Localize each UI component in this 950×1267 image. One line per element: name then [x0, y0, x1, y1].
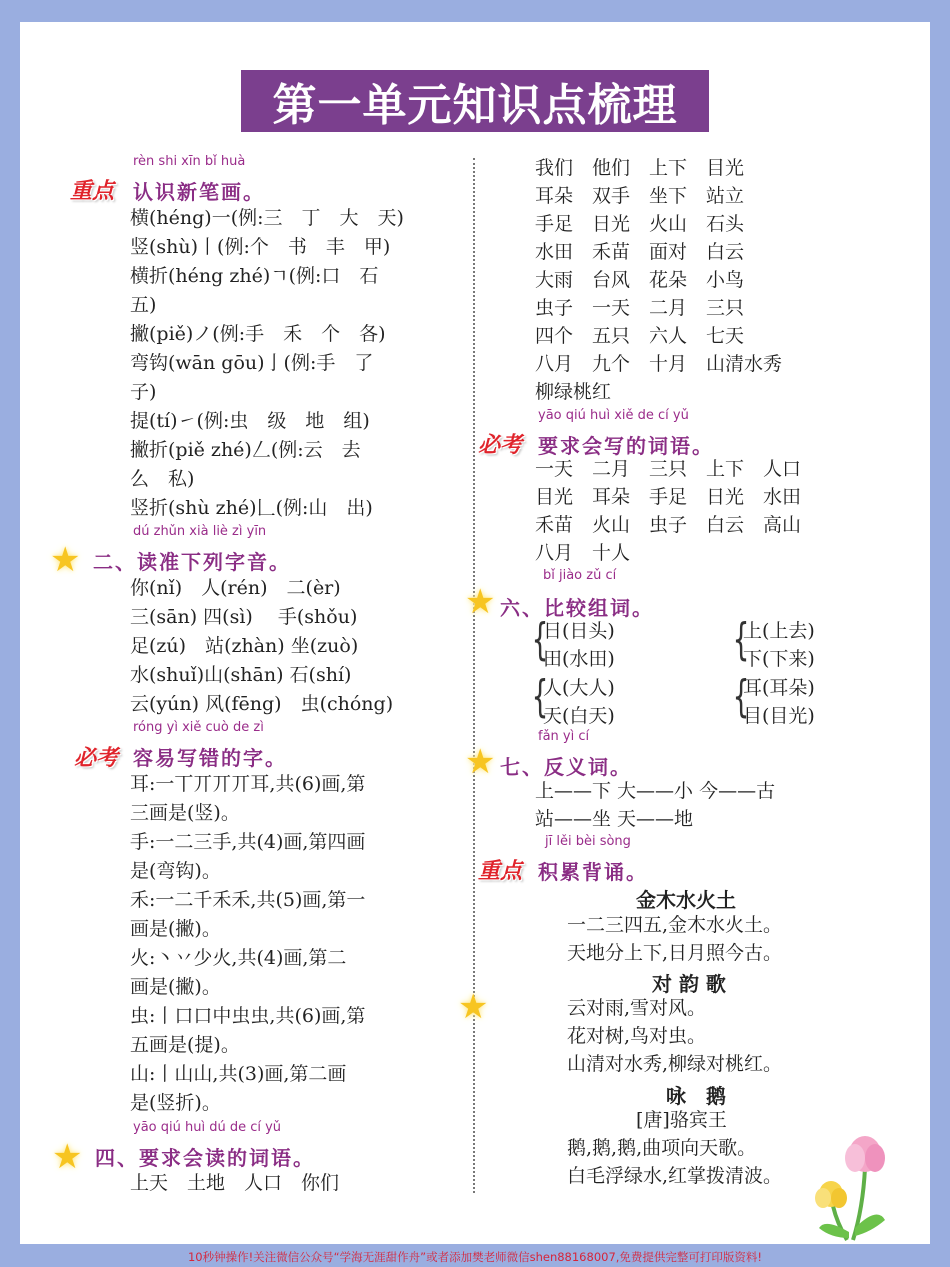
s1-line: 提(tí)㇀(例:虫 级 地 组): [130, 410, 370, 432]
s8-pinyin: jī lěi bèi sòng: [545, 834, 631, 849]
s3-line: 是(弯钩)。: [130, 860, 221, 882]
s1-line: 横折(héng zhé)ㄱ(例:口 石: [130, 265, 379, 287]
s3-line: 五画是(提)。: [130, 1034, 240, 1056]
s5-line: 八月 十人: [535, 542, 631, 564]
s1-line: 弯钩(wān gōu)亅(例:手 了: [130, 352, 374, 374]
star-icon: ★: [465, 742, 496, 782]
s3-line: 手:一二三手,共(4)画,第四画: [130, 831, 366, 853]
words-line: 水田 禾苗 面对 白云: [535, 241, 745, 263]
s2-line: 足(zú) 站(zhàn) 坐(zuò): [130, 635, 359, 657]
s7-line: 上——下 大——小 今——古: [535, 780, 776, 802]
s3-line: 禾:一二千禾禾,共(5)画,第一: [130, 889, 366, 911]
s3-line: 虫:丨口口中虫虫,共(6)画,第: [130, 1005, 366, 1027]
words-line: 耳朵 双手 坐下 站立: [535, 185, 745, 207]
star-icon: ★: [458, 987, 489, 1027]
s3-line: 山:丨山山,共(3)画,第二画: [130, 1063, 347, 1085]
s1-line: 子): [130, 381, 157, 403]
s3-line: 画是(撇)。: [130, 976, 221, 998]
s6-pinyin: bǐ jiào zǔ cí: [543, 568, 617, 583]
footer-note: 10秒钟操作!关注微信公众号“学海无涯甜作舟”或者添加樊老师微信shen88168007,免费提供完整可打印版资料!: [187, 1250, 763, 1264]
s4-pinyin: yāo qiú huì dú de cí yǔ: [133, 1120, 282, 1135]
s1-line: 撇折(piě zhé)𠃋(例:云 去: [130, 439, 361, 461]
s1-pinyin: rèn shi xīn bǐ huà: [133, 154, 246, 169]
s5-heading: 要求会写的词语。: [538, 434, 714, 458]
page-title: 第一单元知识点梳理: [272, 80, 678, 131]
s2-line: 云(yún) 风(fēng) 虫(chóng): [130, 693, 394, 715]
pair-item: 天(白天): [543, 705, 615, 727]
s5-line: 目光 耳朵 手足 日光 水田: [535, 486, 802, 508]
brace-icon: {: [732, 671, 750, 722]
poem-title: 金木水火土: [636, 888, 736, 912]
s7-pinyin: fǎn yì cí: [538, 729, 590, 744]
s1-badge: 重点: [70, 179, 115, 204]
s3-line: 火:丶丷少火,共(4)画,第二: [130, 947, 347, 969]
s3-badge: 必考: [74, 746, 119, 771]
star-icon: ★: [50, 540, 81, 580]
flower-icon: [805, 1128, 895, 1243]
s2-heading: 二、读准下列字音。: [93, 550, 291, 574]
s5-line: 一天 二月 三只 上下 人口: [535, 458, 802, 480]
title-banner: [241, 70, 709, 132]
s3-line: 画是(撇)。: [130, 918, 221, 940]
s1-line: 么 私): [130, 468, 195, 490]
s3-line: 是(竖折)。: [130, 1092, 221, 1114]
s8-heading: 积累背诵。: [538, 860, 648, 884]
s3-line: 三画是(竖)。: [130, 802, 240, 824]
s6-heading: 六、比较组词。: [500, 596, 654, 620]
pair-item: 上(上去): [743, 620, 815, 642]
s3-heading: 容易写错的字。: [133, 746, 287, 770]
pair-item: 日(日头): [543, 620, 615, 642]
s1-line: 横(héng)一(例:三 丁 大 天): [130, 207, 404, 229]
s2-line: 三(sān) 四(sì) 手(shǒu): [130, 606, 358, 628]
s5-badge: 必考: [478, 433, 523, 458]
poem-line: 一二三四五,金木水火土。: [567, 914, 783, 936]
words-line: 虫子 一天 二月 三只: [535, 297, 745, 319]
pair-item: 耳(耳朵): [743, 677, 815, 699]
star-icon: ★: [52, 1137, 83, 1177]
poem-line: 山清对水秀,柳绿对桃红。: [567, 1053, 783, 1075]
s2-line: 你(nǐ) 人(rén) 二(èr): [130, 577, 341, 599]
s1-line: 竖(shù)丨(例:个 书 丰 甲): [130, 236, 391, 258]
words-line: 我们 他们 上下 目光: [535, 157, 745, 179]
poem-line: 鹅,鹅,鹅,曲项向天歌。: [567, 1137, 757, 1159]
pair-item: 目(目光): [743, 705, 815, 727]
poem-author: [唐]骆宾王: [636, 1109, 727, 1131]
words-line: 八月 九个 十月 山清水秀: [535, 353, 783, 375]
brace-icon: {: [531, 614, 549, 665]
words-line: 柳绿桃红: [535, 381, 612, 403]
s7-line: 站——坐 天——地: [535, 808, 694, 830]
poem-title: 咏 鹅: [666, 1084, 726, 1108]
s4-heading: 四、要求会读的词语。: [95, 1146, 315, 1170]
s3-pinyin: róng yì xiě cuò de zì: [133, 720, 264, 735]
poem-line: 花对树,鸟对虫。: [567, 1025, 707, 1047]
s2-line: 水(shuǐ)山(shān) 石(shí): [130, 664, 352, 686]
s1-heading: 认识新笔画。: [133, 180, 265, 204]
s3-line: 耳:一丅丌丌丌耳,共(6)画,第: [130, 773, 366, 795]
s2-pinyin: dú zhǔn xià liè zì yīn: [133, 524, 267, 539]
s1-line: 竖折(shù zhé)𠃊(例:山 出): [130, 497, 373, 519]
poem-title: 对 韵 歌: [652, 972, 726, 996]
pair-item: 田(水田): [543, 648, 615, 670]
brace-icon: {: [531, 671, 549, 722]
s5-pinyin: yāo qiú huì xiě de cí yǔ: [538, 408, 689, 423]
s1-line: 撇(piě)ノ(例:手 禾 个 各): [130, 323, 386, 345]
poem-line: 云对雨,雪对风。: [567, 997, 707, 1019]
s5-line: 禾苗 火山 虫子 白云 高山: [535, 514, 802, 536]
brace-icon: {: [732, 614, 750, 665]
words-line: 手足 日光 火山 石头: [535, 213, 745, 235]
s1-line: 五): [130, 294, 157, 316]
s8-badge: 重点: [478, 859, 523, 884]
s4-line: 上天 土地 人口 你们: [130, 1172, 340, 1194]
column-divider: [473, 158, 475, 1193]
poem-line: 白毛浮绿水,红掌拨清波。: [567, 1165, 783, 1187]
pair-item: 下(下来): [743, 648, 815, 670]
poem-line: 天地分上下,日月照今古。: [567, 942, 783, 964]
s7-heading: 七、反义词。: [500, 755, 632, 779]
words-line: 四个 五只 六人 七天: [535, 325, 745, 347]
star-icon: ★: [465, 582, 496, 622]
pair-item: 人(大人): [543, 677, 615, 699]
words-line: 大雨 台风 花朵 小鸟: [535, 269, 745, 291]
